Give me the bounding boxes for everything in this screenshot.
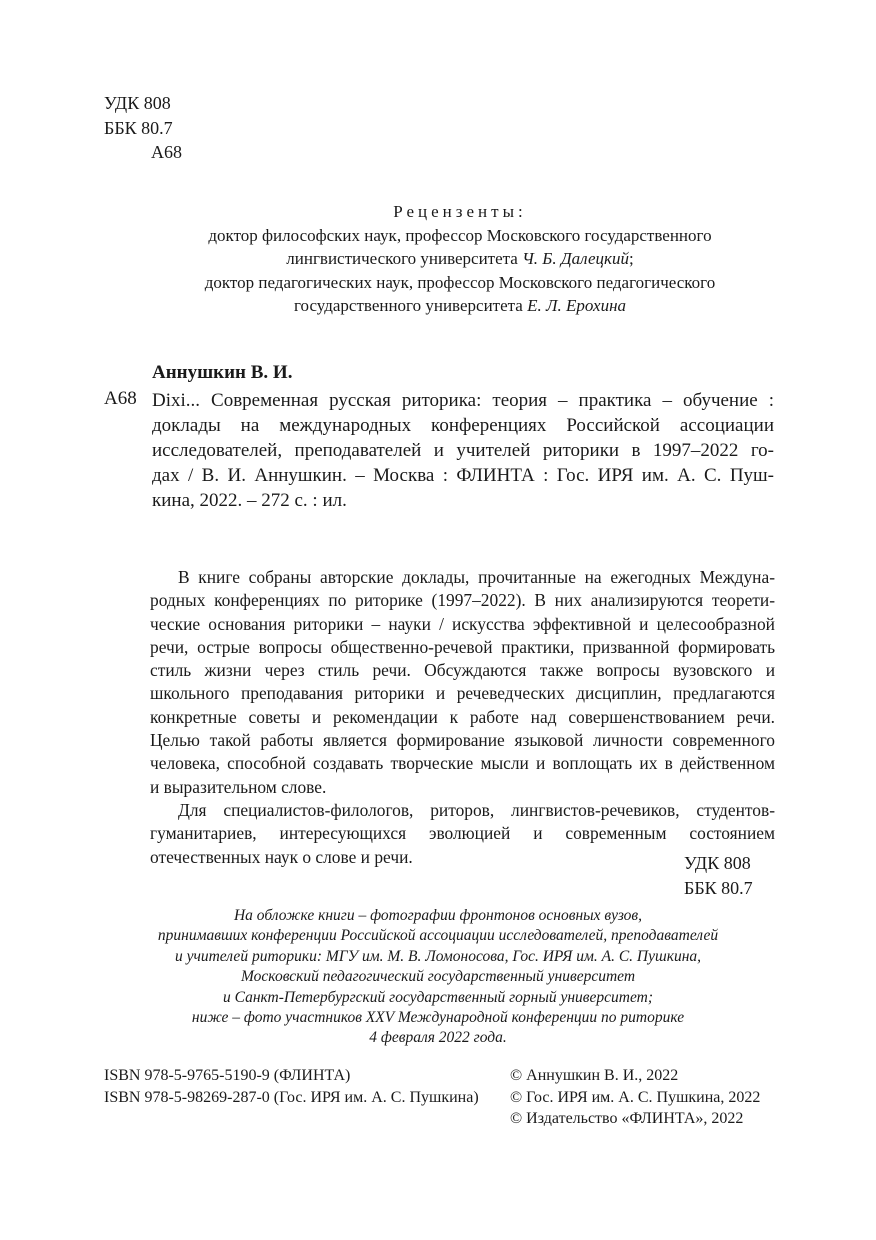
annotation-line: школьного преподавания риторики и речеведческих дисциплин, предлагаются xyxy=(150,683,775,704)
reviewer-line: лингвистического университета Ч. Б. Далецкий; xyxy=(286,249,634,269)
cover-note-line: ниже – фото участников XXV Международной конференции по риторике xyxy=(191,1009,685,1027)
udk-code: УДК 808 xyxy=(684,853,751,873)
copyright-line: © Издательство «ФЛИНТА», 2022 xyxy=(510,1110,744,1127)
isbn-line: ISBN 978-5-9765-5190-9 (ФЛИНТА) xyxy=(104,1067,351,1084)
reviewer-line: доктор педагогических наук, профессор Московского педагогического xyxy=(204,272,716,292)
annotation-line: отечественных наук о слове и речи. xyxy=(150,846,413,867)
annotation-line: родных конференциях по риторике (1997–2022). В них анализируются теорети- xyxy=(150,590,775,611)
annotation-line: стиль жизни через стиль речи. Обсуждаются также вопросы вузовского и xyxy=(150,660,775,681)
annotation xyxy=(150,566,775,869)
cover-note-line: 4 февраля 2022 года. xyxy=(369,1029,507,1047)
cover-note-line: принимавших конференции Российской ассоциации исследователей, преподавателей xyxy=(157,927,719,945)
record-cipher: А68 xyxy=(104,388,137,409)
bbk-code: ББК 80.7 xyxy=(104,117,173,138)
annotation-line: человека, способной создавать творческие мысли и воплощать их в действенном xyxy=(150,753,775,774)
biblio-line: Dixi... Современная русская риторика: теория – практика – обучение : xyxy=(152,390,774,411)
author-heading: Аннушкин В. И. xyxy=(152,362,293,383)
isbn-line: ISBN 978-5-98269-287-0 (Гос. ИРЯ им. А. С. Пушкина) xyxy=(104,1088,479,1106)
biblio-line: кина, 2022. – 272 с. : ил. xyxy=(152,490,347,511)
bbk-code: ББК 80.7 xyxy=(684,877,753,898)
copyright-line: © Гос. ИРЯ им. А. С. Пушкина, 2022 xyxy=(510,1088,761,1106)
reviewers-block xyxy=(150,200,770,318)
cover-note-line: и учителей риторики: МГУ им. М. В. Ломоносова, Гос. ИРЯ им. А. С. Пушкина, xyxy=(174,947,702,965)
cover-note-line: и Санкт-Петербургский государственный горный университет; xyxy=(223,988,653,1006)
biblio-line: исследователей, преподавателей и учителей риторики в 1997–2022 го- xyxy=(152,440,774,461)
annotation-line: Целью такой работы является формирование языковой личности современного xyxy=(150,730,775,751)
isbn-block xyxy=(104,1065,479,1108)
biblio-line: доклады на международных конференциях Российской ассоциации xyxy=(152,415,774,436)
biblio-line: дах / В. И. Аннушкин. – Москва : ФЛИНТА : Гос. ИРЯ им. А. С. Пуш- xyxy=(152,465,774,486)
annotation-line: В книге собраны авторские доклады, прочитанные на ежегодных Междуна- xyxy=(178,567,775,587)
annotation-line: гуманитариев, интересующихся эволюцией и современным состоянием xyxy=(150,823,775,844)
bibliographic-record xyxy=(152,388,774,513)
annotation-line: Для специалистов-филологов, риторов, лингвистов-речевиков, студентов- xyxy=(178,799,775,820)
cover-note xyxy=(120,906,756,1049)
udk-code: УДК 808 xyxy=(104,93,171,113)
classification-codes-bottom xyxy=(684,851,753,900)
author-cipher: А68 xyxy=(151,142,182,162)
cover-note-line: На обложке книги – фотографии фронтонов основных вузов, xyxy=(233,907,643,924)
cover-note-line: Московский педагогический государственный университет xyxy=(240,968,636,986)
reviewer-line: доктор философских наук, профессор Московского государственного xyxy=(208,225,712,245)
annotation-line: ческие основания риторики – науки / искусства эффективной и целесообразной xyxy=(150,613,775,634)
reviewer-line: государственного университета Е. Л. Ерохина xyxy=(294,296,626,316)
annotation-line: конкретные советы и рекомендации к работе над совершенствованием речи. xyxy=(150,706,775,727)
copyright-line: © Аннушкин В. И., 2022 xyxy=(510,1067,679,1084)
annotation-line: речи, острые вопросы общественно-речевой практики, призванной формировать xyxy=(150,636,775,657)
copyright-block xyxy=(510,1065,760,1130)
classification-codes-top xyxy=(104,91,182,165)
reviewers-heading: Рецензенты: xyxy=(393,202,527,221)
annotation-line: и выразительном слове. xyxy=(150,776,327,797)
